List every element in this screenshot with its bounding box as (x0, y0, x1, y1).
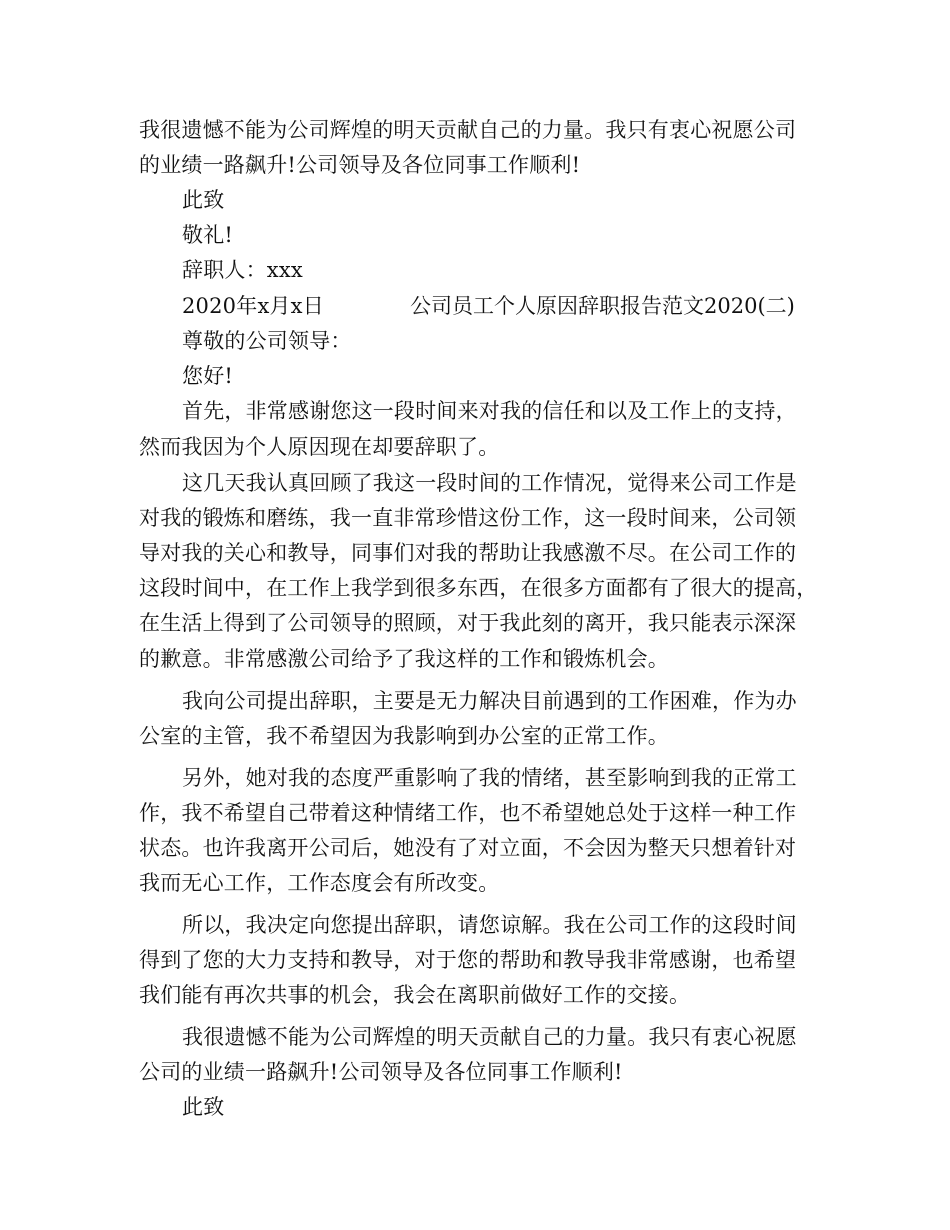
text-line: 我很遗憾不能为公司辉煌的明天贡献自己的力量。我只有衷心祝愿公司 (139, 118, 797, 142)
text-line: 首先，非常感谢您这一段时间来对我的信任和以及工作上的支持， (182, 399, 797, 423)
text-line: 我很遗憾不能为公司辉煌的明天贡献自己的力量。我只有衷心祝愿 (182, 1025, 797, 1049)
text-line: 这几天我认真回顾了我这一段时间的工作情况，觉得来公司工作是 (182, 471, 797, 495)
text-line: 另外，她对我的态度严重影响了我的情绪，甚至影响到我的正常工 (182, 766, 797, 790)
text-line: 这段时间中，在工作上我学到很多东西，在很多方面都有了很大的提高， (139, 576, 818, 600)
section-title: 公司员工个人原因辞职报告范文2020(二) (410, 294, 795, 318)
date-line: 2020年x月x日 (182, 294, 324, 318)
text-line: 的业绩一路飙升!公司领导及各位同事工作顺利! (139, 153, 581, 177)
text-line: 作，我不希望自己带着这种情绪工作，也不希望她总处于这样一种工作 (139, 801, 797, 825)
closing-regards: 敬礼! (182, 223, 234, 247)
closing-salutation: 此致 (182, 188, 225, 212)
text-line: 公司的业绩一路飙升!公司领导及各位同事工作顺利! (139, 1060, 623, 1084)
greeting: 您好! (182, 364, 234, 388)
text-line: 导对我的关心和教导，同事们对我的帮助让我感激不尽。在公司工作的 (139, 541, 797, 565)
closing-salutation: 此致 (182, 1095, 225, 1119)
text-line: 对我的锻炼和磨练，我一直非常珍惜这份工作，这一段时间来，公司领 (139, 506, 797, 530)
text-line: 状态。也许我离开公司后，她没有了对立面，不会因为整天只想着针对 (139, 836, 797, 860)
text-line: 得到了您的大力支持和教导，对于您的帮助和教导我非常感谢，也希望 (139, 948, 797, 972)
text-line: 我们能有再次共事的机会，我会在离职前做好工作的交接。 (139, 983, 691, 1007)
text-line: 然而我因为个人原因现在却要辞职了。 (139, 435, 500, 459)
greeting-recipient: 尊敬的公司领导： (182, 329, 352, 353)
signature-line: 辞职人：xxx (182, 258, 303, 282)
text-line: 的歉意。非常感激公司给予了我这样的工作和锻炼机会。 (139, 647, 669, 671)
text-line: 我而无心工作，工作态度会有所改变。 (139, 871, 500, 895)
text-line: 所以，我决定向您提出辞职，请您谅解。我在公司工作的这段时间 (182, 913, 797, 937)
text-line: 公室的主管，我不希望因为我影响到办公室的正常工作。 (139, 724, 669, 748)
text-line: 我向公司提出辞职，主要是无力解决目前遇到的工作困难，作为办 (182, 689, 797, 713)
text-line: 在生活上得到了公司领导的照顾，对于我此刻的离开，我只能表示深深 (139, 611, 797, 635)
